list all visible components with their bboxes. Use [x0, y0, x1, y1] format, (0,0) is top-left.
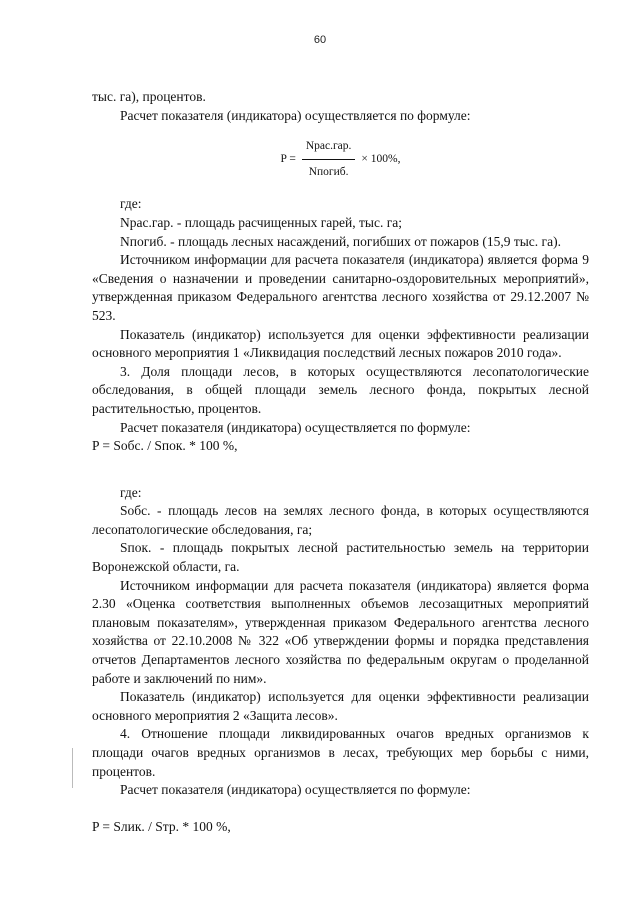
paragraph: Nрас.гар. - площадь расчищенных гарей, тыс. га; [120, 214, 403, 230]
paragraph: Nпогиб. - площадь лесных насаждений, погибших от пожаров (15,9 тыс. га). [120, 233, 561, 249]
paragraph: Sобс. - площадь лесов на землях лесного фонда, в которых осуществляются лесопатологические обследования, га; [92, 503, 589, 537]
paragraph: где: [120, 484, 142, 500]
formula-rhs: × 100%, [361, 152, 401, 165]
paragraph: Расчет показателя (индикатора) осуществляется по формуле: [120, 419, 471, 435]
formula-lhs: P = [280, 152, 296, 165]
paragraph: Расчет показателя (индикатора) осуществляется по формуле: [120, 107, 471, 123]
formula: P = Sобс. / Sпок. * 100 %, [92, 438, 238, 454]
paragraph: Sпок. - площадь покрытых лесной растительностью земель на территории Воронежской области, га. [92, 540, 589, 575]
fraction-denominator: Nпогиб. [308, 165, 349, 178]
paragraph: 3. Доля площади лесов, в которых осуществляются лесопатологические обследования, в общей площади земель лесного фонда, покрытых лесной растительностью, процентов. [92, 363, 589, 416]
paragraph: 4. Отношение площади ликвидированных очагов вредных организмов к площади очагов вредных организмов в лесах, требующих мер борьбы с ними, процентов. [92, 726, 589, 779]
page-number: 60 [313, 34, 327, 46]
paragraph: Показатель (индикатор) используется для оценки эффективности реализации основного мероприятия 2 «Защита лесов». [92, 689, 589, 723]
paragraph: Расчет показателя (индикатора) осуществляется по формуле: [120, 782, 471, 798]
document-body [92, 88, 589, 836]
fraction [302, 137, 356, 181]
formula-fraction [92, 137, 589, 181]
paragraph: Источником информации для расчета показателя (индикатора) является форма 2.30 «Оценка соответствия выполненных объемов лесозащитных мероприятий плановым показателям», утвержденная приказом Федерального агентства лесного хозяйства от 22.10.2008 № 322 «Об утверждении формы и порядка представления отчетов Департаментов лесного хозяйства по федеральным округам о проделанной работе и заключений по ним». [92, 577, 589, 686]
margin-mark [72, 748, 73, 788]
fraction-numerator: Nрас.гар. [302, 137, 356, 160]
paragraph: Показатель (индикатор) используется для оценки эффективности реализации основного мероприятия 1 «Ликвидация последствий лесных пожаров 2010 года». [92, 326, 589, 361]
formula: P = Sлик. / Sтр. * 100 %, [92, 818, 231, 834]
paragraph: где: [120, 196, 142, 212]
paragraph: тыс. га), процентов. [92, 89, 206, 104]
paragraph: Источником информации для расчета показателя (индикатора) является форма 9 «Сведения о назначении и проведении санитарно-оздоровительных мероприятий», утвержденная приказом Федерального агентства лесного хозяйства от 29.12.2007 № 523. [92, 252, 589, 323]
